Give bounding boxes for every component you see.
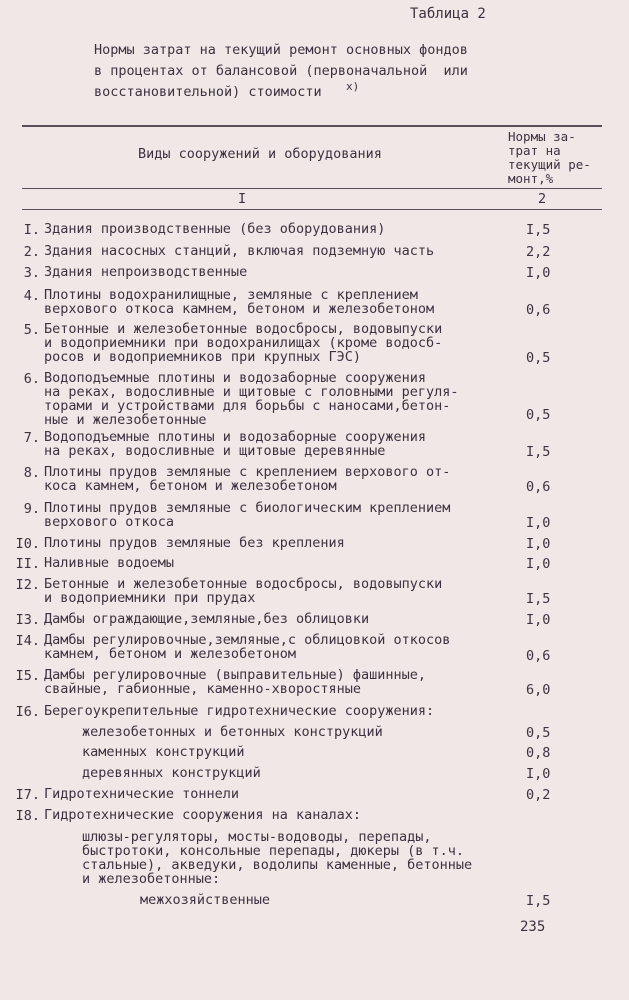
row-text: Бетонные и железобетонные водосбросы, водовыпуски и водоприемники при прудах — [44, 576, 443, 606]
title-footnote-mark: х) — [346, 80, 360, 93]
row-value: 0,5 — [526, 407, 551, 423]
row-number: I6. — [15, 704, 40, 720]
top-rule — [22, 125, 602, 127]
row-number: 6. — [23, 371, 40, 387]
title-line: восстановительной) стоимости — [94, 84, 322, 100]
row-text: Плотины прудов земляные с биологическим креплением верхового откоса — [44, 500, 451, 530]
row-value: 0,8 — [526, 745, 551, 761]
row-text: Дамбы регулировочные (выправительные) фашинные, свайные, габионные, каменно-хворостяные — [44, 667, 427, 697]
row-value: 0,6 — [526, 479, 551, 495]
row-text: Плотины водохранилищные, земляные с креплением верхового откоса камнем, бетоном и железобетоном — [44, 287, 435, 317]
row-number: I8. — [15, 808, 40, 824]
header-line: текущий ре- — [508, 157, 591, 172]
row-value: 0,5 — [526, 350, 551, 366]
row-number: I4. — [15, 633, 40, 649]
column-header-norms — [508, 130, 603, 186]
column-number-2: 2 — [538, 191, 547, 207]
row-text: Наливные водоемы — [44, 555, 175, 571]
row-value: 0,6 — [526, 302, 551, 318]
row-value: I,0 — [526, 556, 551, 572]
row-text: железобетонных и бетонных конструкций — [82, 724, 383, 740]
column-header-types: Виды сооружений и оборудования — [138, 146, 382, 162]
row-value: I,0 — [526, 265, 551, 281]
row-value: I,5 — [526, 222, 551, 238]
row-number: 2. — [23, 244, 40, 260]
row-value: 6,0 — [526, 682, 551, 698]
row-value: I,5 — [526, 591, 551, 607]
row-text: Гидротехнические сооружения на каналах: — [44, 807, 361, 823]
row-value: I,0 — [526, 766, 551, 782]
row-value: 0,5 — [526, 725, 551, 741]
row-text: Дамбы ограждающие,земляные,без облицовки — [44, 611, 370, 627]
row-number: I7. — [15, 787, 40, 803]
row-value: I,0 — [526, 536, 551, 552]
row-number: I0. — [15, 536, 40, 552]
row-number: 4. — [23, 288, 40, 304]
table-title — [94, 40, 514, 103]
row-text: Водоподъемные плотины и водозаборные сооружения на реках, водосливные и щитовые с головными регуля- торами и устройствами для борьбы с наносами,бетон- ные и железобетонные — [44, 370, 459, 428]
row-value: 2,2 — [526, 244, 551, 260]
row-text: шлюзы-регуляторы, мосты-водоводы, перепады, быстротоки, консольные перепады, дюкеры (в т.ч. стальные), акведуки, водолипы каменные, бетонные и железобетонные: — [82, 829, 473, 887]
table-label: Таблица 2 — [410, 6, 486, 22]
header-rule — [22, 188, 602, 189]
row-number: I5. — [15, 668, 40, 684]
row-text: Гидротехнические тоннели — [44, 786, 240, 802]
row-number: 9. — [23, 501, 40, 517]
row-text: Здания производственные (без оборудования) — [44, 221, 386, 237]
row-number: 7. — [23, 430, 40, 446]
page-number: 235 — [520, 919, 546, 935]
row-number: I. — [23, 222, 40, 238]
row-text: межхозяйственные — [140, 892, 271, 908]
column-number-1: I — [238, 191, 247, 207]
header-line: монт,% — [508, 171, 554, 186]
row-number: 8. — [23, 465, 40, 481]
row-value: I,0 — [526, 515, 551, 531]
row-number: 3. — [23, 265, 40, 281]
row-text: Плотины прудов земляные с креплением верхового от- коса камнем, бетоном и железобетоном — [44, 464, 451, 494]
column-number-rule — [22, 209, 602, 210]
row-value: I,0 — [526, 612, 551, 628]
row-text: Дамбы регулировочные,земляные,с облицовкой откосов камнем, бетоном и железобетоном — [44, 632, 451, 662]
row-text: деревянных конструкций — [82, 765, 261, 781]
row-value: 0,6 — [526, 648, 551, 664]
header-line: Нормы за- — [508, 129, 576, 144]
row-number: I2. — [15, 577, 40, 593]
row-number: 5. — [23, 322, 40, 338]
row-text: Здания непроизводственные — [44, 264, 248, 280]
row-value: I,5 — [526, 444, 551, 460]
row-value: I,5 — [526, 893, 551, 909]
row-text: Водоподъемные плотины и водозаборные сооружения на реках, водосливные и щитовые деревянные — [44, 429, 427, 459]
row-text: Здания насосных станций, включая подземную часть — [44, 243, 435, 259]
title-line: в процентах от балансовой (первоначальной или — [94, 63, 468, 79]
row-number: II. — [15, 556, 40, 572]
title-line: Нормы затрат на текущий ремонт основных фондов — [94, 42, 468, 58]
row-value: 0,2 — [526, 787, 551, 803]
row-text: Берегоукрепительные гидротехнические сооружения: — [44, 703, 435, 719]
row-text: каменных конструкций — [82, 744, 245, 760]
header-line: трат на — [508, 143, 561, 158]
row-text: Плотины прудов земляные без крепления — [44, 535, 345, 551]
row-number: I3. — [15, 612, 40, 628]
row-text: Бетонные и железобетонные водосбросы, водовыпуски и водоприемники при водохранилищах (кроме водосб- росов и водоприемников при крупных ГЭС) — [44, 321, 443, 365]
